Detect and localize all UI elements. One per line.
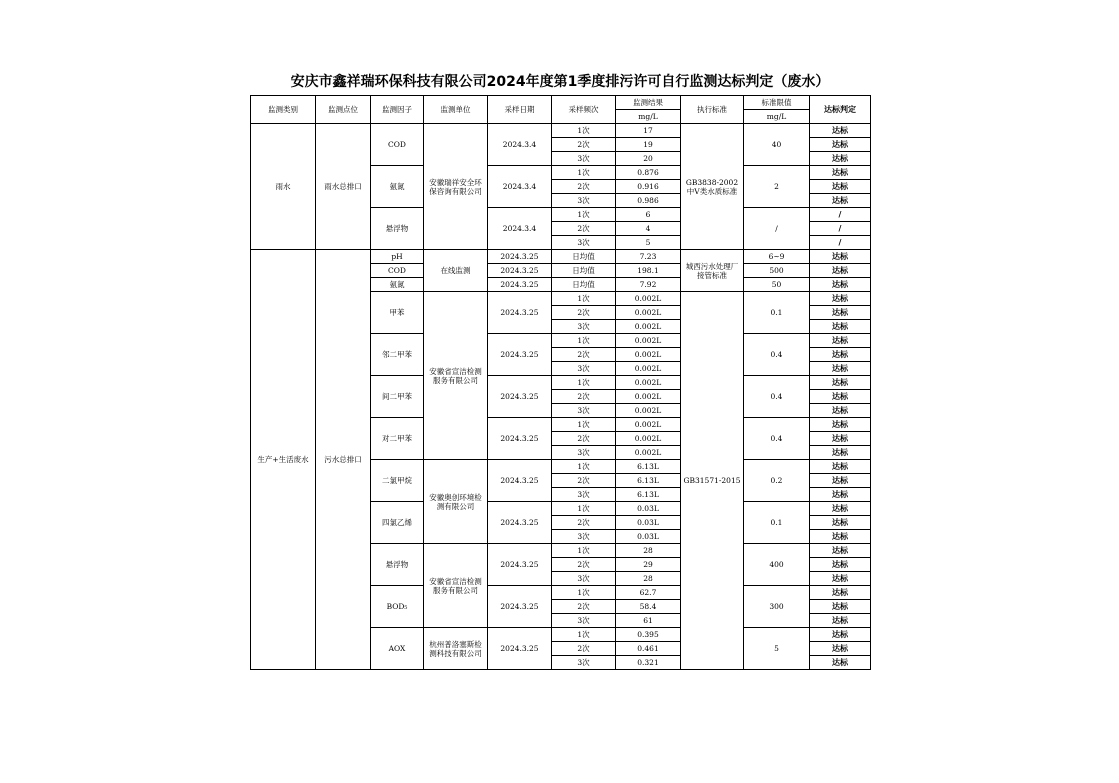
result-cell: 0.002L: [616, 418, 681, 432]
date-cell: 2024.3.25: [488, 250, 552, 264]
frequency-cell: 2次: [552, 390, 616, 404]
date-cell: 2024.3.25: [488, 502, 552, 544]
verdict-cell: 达标: [810, 264, 871, 278]
point-cell: 污水总排口: [316, 250, 371, 670]
limit-cell: 50: [744, 278, 810, 292]
verdict-cell: 达标: [810, 628, 871, 642]
header-limit-unit: mg/L: [744, 110, 810, 124]
result-cell: 6.13L: [616, 460, 681, 474]
frequency-cell: 1次: [552, 460, 616, 474]
limit-cell: 0.4: [744, 334, 810, 376]
frequency-cell: 1次: [552, 586, 616, 600]
unit-cell: 安徽省宣洁检测服务有限公司: [424, 544, 488, 628]
date-cell: 2024.3.25: [488, 460, 552, 502]
frequency-cell: 3次: [552, 446, 616, 460]
verdict-cell: 达标: [810, 446, 871, 460]
result-cell: 0.461: [616, 642, 681, 656]
result-cell: 58.4: [616, 600, 681, 614]
frequency-cell: 2次: [552, 432, 616, 446]
verdict-cell: 达标: [810, 194, 871, 208]
header-limit: 标准限值: [744, 96, 810, 110]
frequency-cell: 2次: [552, 642, 616, 656]
result-cell: 62.7: [616, 586, 681, 600]
verdict-cell: 达标: [810, 432, 871, 446]
result-cell: 6.13L: [616, 488, 681, 502]
frequency-cell: 日均值: [552, 264, 616, 278]
frequency-cell: 3次: [552, 320, 616, 334]
unit-cell: 安徽瑞祥安全环保咨询有限公司: [424, 124, 488, 250]
verdict-cell: 达标: [810, 278, 871, 292]
frequency-cell: 2次: [552, 600, 616, 614]
verdict-cell: 达标: [810, 390, 871, 404]
result-cell: 61: [616, 614, 681, 628]
unit-cell: 安徽省宣洁检测服务有限公司: [424, 292, 488, 460]
frequency-cell: 3次: [552, 572, 616, 586]
frequency-cell: 1次: [552, 502, 616, 516]
frequency-cell: 2次: [552, 348, 616, 362]
frequency-cell: 3次: [552, 530, 616, 544]
limit-cell: 400: [744, 544, 810, 586]
result-cell: 0.002L: [616, 432, 681, 446]
result-cell: 0.002L: [616, 376, 681, 390]
result-cell: 5: [616, 236, 681, 250]
verdict-cell: 达标: [810, 362, 871, 376]
verdict-cell: 达标: [810, 124, 871, 138]
limit-cell: 2: [744, 166, 810, 208]
result-cell: 0.321: [616, 656, 681, 670]
result-cell: 0.03L: [616, 516, 681, 530]
standard-cell: GB3838-2002中Ⅴ类水质标准: [681, 124, 744, 250]
verdict-cell: 达标: [810, 558, 871, 572]
factor-cell: 氨氮: [371, 166, 424, 208]
factor-cell: 悬浮物: [371, 544, 424, 586]
verdict-cell: /: [810, 222, 871, 236]
frequency-cell: 3次: [552, 614, 616, 628]
date-cell: 2024.3.25: [488, 264, 552, 278]
unit-cell: 在线监测: [424, 250, 488, 292]
frequency-cell: 3次: [552, 362, 616, 376]
result-cell: 7.92: [616, 278, 681, 292]
header-verdict: 达标判定: [810, 96, 871, 124]
verdict-cell: 达标: [810, 348, 871, 362]
verdict-cell: 达标: [810, 180, 871, 194]
date-cell: 2024.3.25: [488, 544, 552, 586]
verdict-cell: 达标: [810, 642, 871, 656]
limit-cell: 0.1: [744, 292, 810, 334]
date-cell: 2024.3.25: [488, 292, 552, 334]
frequency-cell: 3次: [552, 404, 616, 418]
monitoring-table: [250, 95, 871, 670]
header-result-unit: mg/L: [616, 110, 681, 124]
verdict-cell: 达标: [810, 334, 871, 348]
frequency-cell: 1次: [552, 124, 616, 138]
standard-cell: 城西污水处理厂接管标准: [681, 250, 744, 292]
date-cell: 2024.3.4: [488, 208, 552, 250]
result-cell: 28: [616, 544, 681, 558]
header-date: 采样日期: [488, 96, 552, 124]
result-cell: 19: [616, 138, 681, 152]
factor-cell: 甲苯: [371, 292, 424, 334]
result-cell: 0.916: [616, 180, 681, 194]
verdict-cell: 达标: [810, 250, 871, 264]
limit-cell: /: [744, 208, 810, 250]
verdict-cell: 达标: [810, 614, 871, 628]
frequency-cell: 1次: [552, 376, 616, 390]
factor-cell: BOD₅: [371, 586, 424, 628]
verdict-cell: 达标: [810, 460, 871, 474]
verdict-cell: /: [810, 208, 871, 222]
date-cell: 2024.3.25: [488, 628, 552, 670]
frequency-cell: 2次: [552, 180, 616, 194]
result-cell: 0.002L: [616, 292, 681, 306]
result-cell: 0.986: [616, 194, 681, 208]
frequency-cell: 2次: [552, 558, 616, 572]
limit-cell: 500: [744, 264, 810, 278]
factor-cell: AOX: [371, 628, 424, 670]
header-point: 监测点位: [316, 96, 371, 124]
unit-cell: 杭州普洛塞斯检测科技有限公司: [424, 628, 488, 670]
frequency-cell: 1次: [552, 544, 616, 558]
result-cell: 0.002L: [616, 348, 681, 362]
date-cell: 2024.3.25: [488, 586, 552, 628]
verdict-cell: 达标: [810, 516, 871, 530]
verdict-cell: 达标: [810, 600, 871, 614]
result-cell: 7.23: [616, 250, 681, 264]
frequency-cell: 日均值: [552, 278, 616, 292]
result-cell: 0.002L: [616, 362, 681, 376]
factor-cell: 二氯甲烷: [371, 460, 424, 502]
limit-cell: 0.1: [744, 502, 810, 544]
result-cell: 17: [616, 124, 681, 138]
date-cell: 2024.3.4: [488, 166, 552, 208]
verdict-cell: /: [810, 236, 871, 250]
limit-cell: 300: [744, 586, 810, 628]
frequency-cell: 3次: [552, 236, 616, 250]
header-standard: 执行标准: [681, 96, 744, 124]
result-cell: 28: [616, 572, 681, 586]
verdict-cell: 达标: [810, 138, 871, 152]
result-cell: 0.002L: [616, 390, 681, 404]
frequency-cell: 2次: [552, 138, 616, 152]
result-cell: 6.13L: [616, 474, 681, 488]
verdict-cell: 达标: [810, 488, 871, 502]
result-cell: 0.002L: [616, 320, 681, 334]
verdict-cell: 达标: [810, 152, 871, 166]
category-cell: 雨水: [251, 124, 316, 250]
result-cell: 0.395: [616, 628, 681, 642]
table-row: [251, 124, 871, 138]
frequency-cell: 1次: [552, 166, 616, 180]
frequency-cell: 3次: [552, 656, 616, 670]
frequency-cell: 2次: [552, 222, 616, 236]
verdict-cell: 达标: [810, 376, 871, 390]
factor-cell: 四氯乙烯: [371, 502, 424, 544]
frequency-cell: 1次: [552, 418, 616, 432]
verdict-cell: 达标: [810, 418, 871, 432]
factor-cell: pH: [371, 250, 424, 264]
verdict-cell: 达标: [810, 586, 871, 600]
frequency-cell: 日均值: [552, 250, 616, 264]
point-cell: 雨水总排口: [316, 124, 371, 250]
frequency-cell: 2次: [552, 516, 616, 530]
date-cell: 2024.3.25: [488, 278, 552, 292]
factor-cell: 对二甲苯: [371, 418, 424, 460]
verdict-cell: 达标: [810, 544, 871, 558]
frequency-cell: 1次: [552, 334, 616, 348]
factor-cell: COD: [371, 264, 424, 278]
header-frequency: 采样频次: [552, 96, 616, 124]
header-unit: 监测单位: [424, 96, 488, 124]
frequency-cell: 2次: [552, 306, 616, 320]
result-cell: 4: [616, 222, 681, 236]
result-cell: 0.03L: [616, 530, 681, 544]
verdict-cell: 达标: [810, 474, 871, 488]
frequency-cell: 3次: [552, 488, 616, 502]
limit-cell: 0.4: [744, 418, 810, 460]
verdict-cell: 达标: [810, 320, 871, 334]
unit-cell: 安徽奥创环境检测有限公司: [424, 460, 488, 544]
header-factor: 监测因子: [371, 96, 424, 124]
standard-cell: GB31571-2015: [681, 292, 744, 670]
table-row: [251, 250, 871, 264]
verdict-cell: 达标: [810, 166, 871, 180]
result-cell: 0.03L: [616, 502, 681, 516]
frequency-cell: 1次: [552, 628, 616, 642]
header-category: 监测类别: [251, 96, 316, 124]
limit-cell: 0.4: [744, 376, 810, 418]
frequency-cell: 3次: [552, 194, 616, 208]
factor-cell: 氨氮: [371, 278, 424, 292]
date-cell: 2024.3.25: [488, 418, 552, 460]
verdict-cell: 达标: [810, 292, 871, 306]
frequency-cell: 2次: [552, 474, 616, 488]
limit-cell: 0.2: [744, 460, 810, 502]
frequency-cell: 3次: [552, 152, 616, 166]
frequency-cell: 1次: [552, 208, 616, 222]
factor-cell: 间二甲苯: [371, 376, 424, 418]
result-cell: 0.876: [616, 166, 681, 180]
verdict-cell: 达标: [810, 572, 871, 586]
factor-cell: 邻二甲苯: [371, 334, 424, 376]
result-cell: 0.002L: [616, 334, 681, 348]
limit-cell: 6~9: [744, 250, 810, 264]
factor-cell: 悬浮物: [371, 208, 424, 250]
date-cell: 2024.3.25: [488, 334, 552, 376]
verdict-cell: 达标: [810, 656, 871, 670]
result-cell: 29: [616, 558, 681, 572]
result-cell: 0.002L: [616, 404, 681, 418]
result-cell: 0.002L: [616, 306, 681, 320]
result-cell: 198.1: [616, 264, 681, 278]
header-result: 监测结果: [616, 96, 681, 110]
result-cell: 20: [616, 152, 681, 166]
verdict-cell: 达标: [810, 404, 871, 418]
verdict-cell: 达标: [810, 530, 871, 544]
frequency-cell: 1次: [552, 292, 616, 306]
category-cell: 生产+生活废水: [251, 250, 316, 670]
result-cell: 6: [616, 208, 681, 222]
factor-cell: COD: [371, 124, 424, 166]
result-cell: 0.002L: [616, 446, 681, 460]
date-cell: 2024.3.25: [488, 376, 552, 418]
limit-cell: 40: [744, 124, 810, 166]
header-row: [251, 96, 871, 110]
verdict-cell: 达标: [810, 306, 871, 320]
limit-cell: 5: [744, 628, 810, 670]
page-title: 安庆市鑫祥瑞环保科技有限公司2024年度第1季度排污许可自行监测达标判定（废水）: [290, 74, 830, 90]
verdict-cell: 达标: [810, 502, 871, 516]
date-cell: 2024.3.4: [488, 124, 552, 166]
